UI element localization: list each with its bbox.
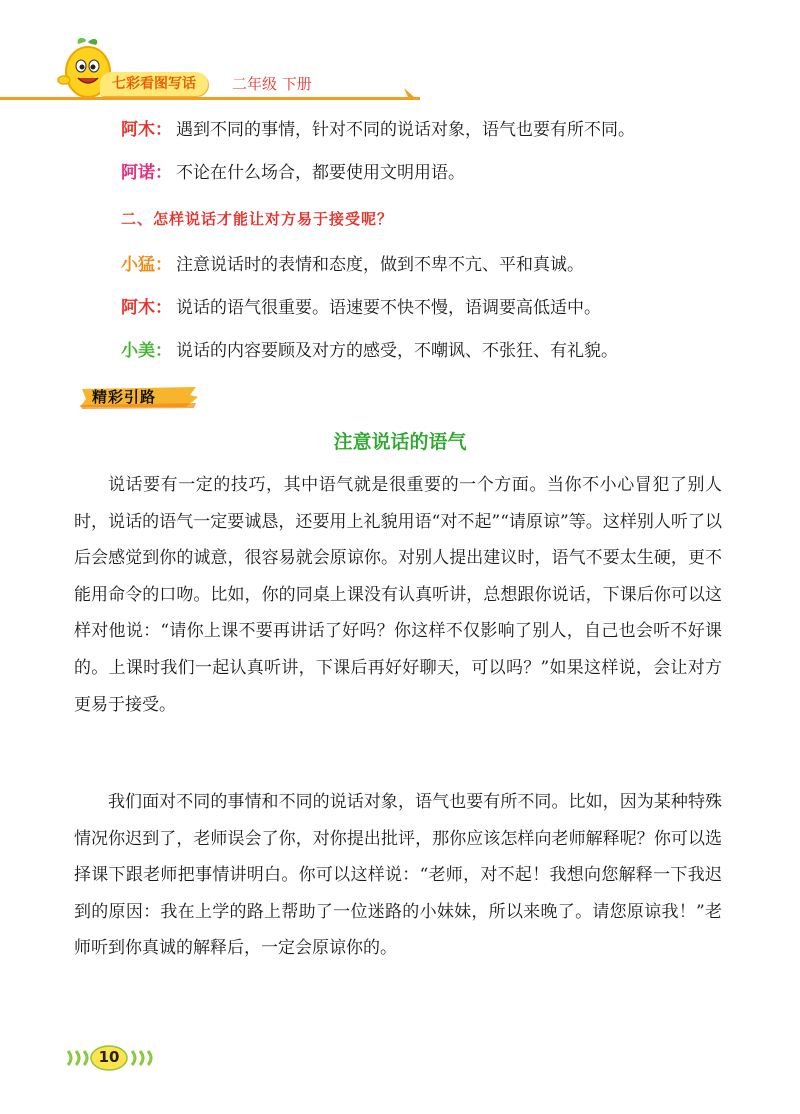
speaker-name: 阿诺： [121,163,172,183]
header-rule [0,97,420,100]
dialogue-text: 遇到不同的事情，针对不同的说话对象，语气也要有所不同。 [176,120,635,140]
page-number: 10 [98,1048,120,1066]
series-title: 七彩看图写话 [100,72,208,96]
dialogue-line [121,253,584,277]
dialogue-text: 注意说话时的表情和态度，做到不卑不亢、平和真诚。 [176,255,584,275]
page-header [0,0,800,120]
dialogue-line [121,339,618,363]
dialogue-line [121,118,635,142]
dialogue-text: 不论在什么场合，都要使用文明用语。 [176,163,465,183]
dialogue-text: 说话的语气很重要。语速要不快不慢，语调要高低适中。 [176,298,601,318]
speaker-name: 小美： [121,341,172,361]
article-title: 注意说话的语气 [333,431,467,453]
dialogue-text: 说话的内容要顾及对方的感受，不嘲讽、不张狂、有礼貌。 [176,341,618,361]
arrow-marker-icon [392,86,414,100]
article-paragraph: 说话要有一定的技巧，其中语气就是很重要的一个方面。当你不小心冒犯了别人时，说话的语气一定要诚恳，还要用上礼貌用语“对不起”“请原谅”等。这样别人听了以后会感觉到你的诚意，很容易就会原谅你。对别人提出建议时，语气不要太生硬，更不能用命令的口吻。比如，你的同桌上课没有认真听讲，总想跟你说话，下课后你可以这样对他说：“请你上课不要再讲话了好吗？你这样不仅影响了别人，自己也会听不好课的。上课时我们一起认真听讲，下课后再好好聊天，可以吗？”如果这样说，会让对方更易于接受。 [74,475,722,715]
article-paragraph: 我们面对不同的事情和不同的说话对象，语气也要有所不同。比如，因为某种特殊情况你迟到了，老师误会了你，对你提出批评，那你应该怎样向老师解释呢？你可以选择课下跟老师把事情讲明白。你可以这样说：“老师，对不起！我想向您解释一下我迟到的原因：我在上学的路上帮助了一位迷路的小妹妹，所以来晚了。请您原谅我！”老师听到你真诚的解释后，一定会原谅你的。 [74,792,722,959]
section-tag-label: 精彩引路 [92,388,157,406]
speaker-name: 小猛： [121,255,172,275]
dialogue-line [121,296,601,320]
dialogue-line [121,161,465,185]
grade-label: 二年级 下册 [232,75,312,93]
question-heading: 二、怎样说话才能让对方易于接受呢？ [121,210,394,228]
speaker-name: 阿木： [121,298,172,318]
speaker-name: 阿木： [121,120,172,140]
